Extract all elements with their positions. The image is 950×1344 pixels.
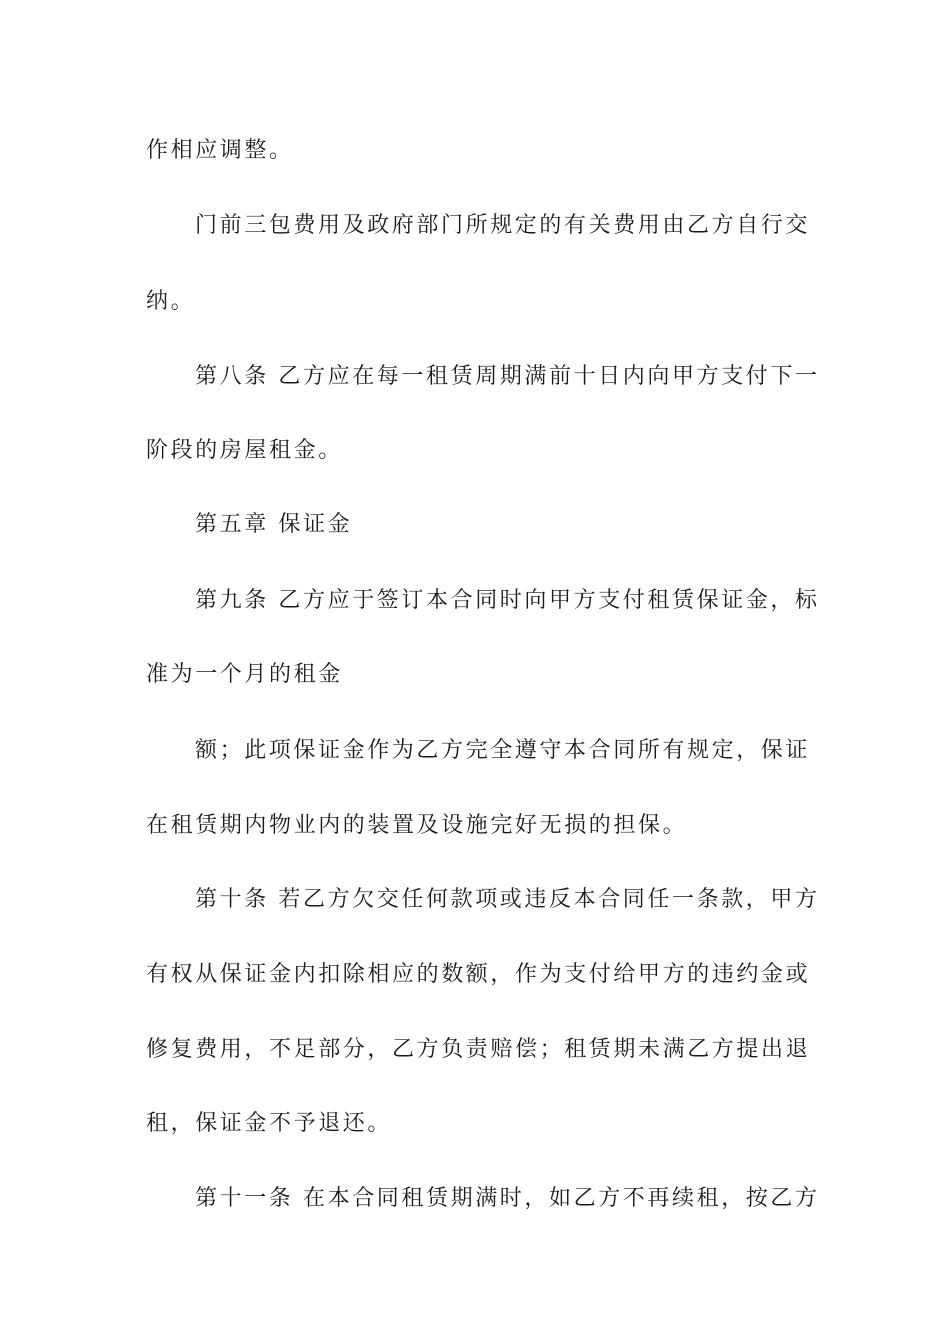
paragraph-line: 阶段的房屋租金。 bbox=[146, 438, 343, 463]
paragraph-line: 作相应调整。 bbox=[146, 138, 294, 163]
chapter-5-heading: 第五章 保证金 bbox=[195, 512, 353, 537]
paragraph-line: 纳。 bbox=[146, 289, 196, 314]
paragraph-line: 额；此项保证金作为乙方完全遵守本合同所有规定，保证 bbox=[195, 738, 811, 763]
paragraph-line: 租，保证金不予退还。 bbox=[146, 1111, 393, 1136]
paragraph-line: 准为一个月的租金 bbox=[146, 662, 343, 687]
paragraph-line: 有权从保证金内扣除相应的数额，作为支付给甲方的违约金或 bbox=[146, 962, 811, 987]
paragraph-line: 在租赁期内物业内的装置及设施完好无损的担保。 bbox=[146, 813, 688, 838]
article-9-heading-line: 第九条 乙方应于签订本合同时向甲方支付租赁保证金，标 bbox=[195, 588, 820, 613]
article-11-heading-line: 第十一条 在本合同租赁期满时，如乙方不再续租，按乙方 bbox=[195, 1186, 820, 1211]
article-8-heading-line: 第八条 乙方应在每一租赁周期满前十日内向甲方支付下一 bbox=[195, 364, 820, 389]
article-10-heading-line: 第十条 若乙方欠交任何款项或违反本合同任一条款，甲方 bbox=[195, 887, 820, 912]
paragraph-line: 修复费用，不足部分，乙方负责赔偿；租赁期未满乙方提出退 bbox=[146, 1037, 811, 1062]
paragraph-line: 门前三包费用及政府部门所规定的有关费用由乙方自行交 bbox=[195, 213, 811, 238]
